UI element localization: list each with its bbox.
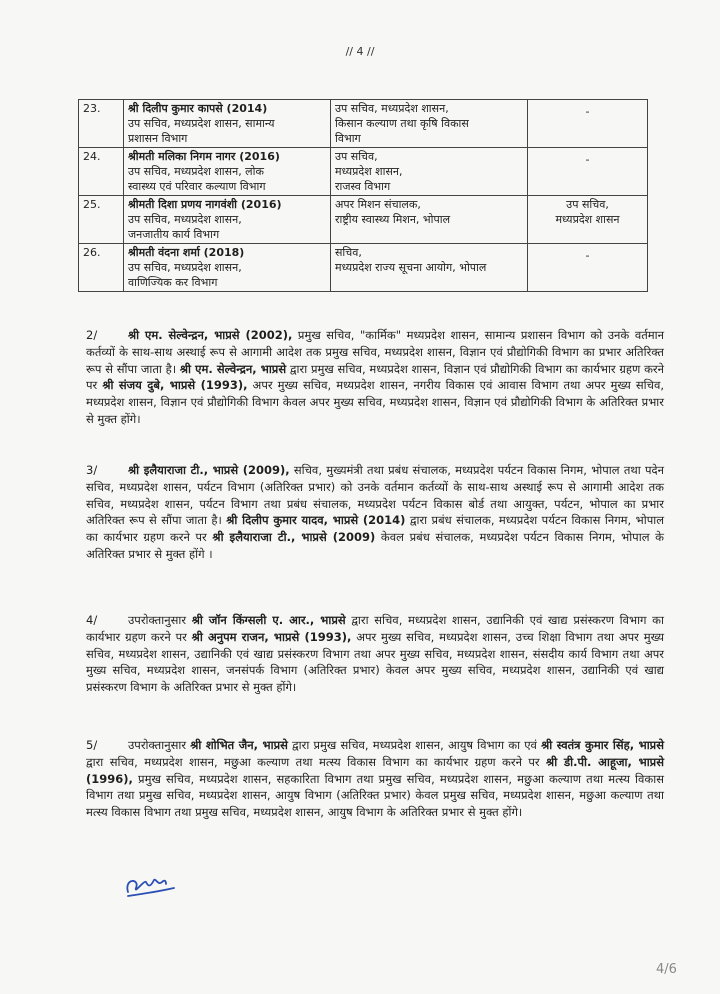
signature-mark [122, 868, 182, 900]
current-post-line: प्रशासन विभाग [128, 132, 188, 145]
officer-cell [124, 244, 331, 292]
new-post-cell [331, 100, 528, 148]
new-post-line: मध्यप्रदेश राज्य सूचना आयोग, भोपाल [335, 261, 487, 274]
page-header: // 4 // [345, 45, 375, 58]
additional-charge-cell: - [528, 100, 648, 148]
new-post-cell [331, 148, 528, 196]
additional-charge-cell: - [528, 244, 648, 292]
officer-name: श्रीमती वंदना शर्मा (2018) [128, 246, 245, 259]
officer-name: श्री दिलीप कुमार कापसे (2014) [128, 102, 268, 115]
new-post-line: किसान कल्याण तथा कृषि विकास [335, 117, 469, 130]
current-post-line: स्वास्थ्य एवं परिवार कल्याण विभाग [128, 180, 266, 193]
table-row [79, 244, 648, 292]
new-post-line: विभाग [335, 132, 361, 145]
new-post-cell [331, 196, 528, 244]
paragraph-text: द्वारा सचिव, मध्यप्रदेश शासन, मछुआ कल्याण तथा मत्स्य विकास विभाग का कार्यभार ग्रहण करने पर [86, 754, 547, 769]
officer-cell [124, 196, 331, 244]
officer-cell [124, 100, 331, 148]
table-row [79, 148, 648, 196]
paragraph-number: 5/ [86, 738, 98, 752]
bold-text: श्री इलैयाराजा टी., भाप्रसे (2009), [128, 463, 290, 477]
new-post-line: राजस्व विभाग [335, 180, 391, 193]
table-row [79, 100, 648, 148]
paragraph-text: द्वारा प्रमुख सचिव, मध्यप्रदेश शासन, विज्ञान एवं प्रौद्योगिकी विभाग का कार्यभार ग्रहण करने पर [86, 361, 665, 393]
paragraph-text: प्रमुख सचिव, मध्यप्रदेश शासन, सहकारिता विभाग तथा प्रमुख सचिव, मध्यप्रदेश शासन, मछुआ कल्याण तथा मत्स्य विकास विभाग तथा प्रमुख सचिव, मध्यप्रदेश शासन, आयुष विभाग (अतिरिक्त प्रभार) केवल प्रमुख सचिव, मध्यप्रदेश शासन, मछुआ कल्याण तथा मत्स्य विकास विभाग तथा प्रमुख सचिव, मध्यप्रदेश शासन, आयुष विभाग के अतिरिक्त प्रभार से मुक्त होंगे। [86, 771, 664, 820]
bold-text: श्री अनुपम राजन, भाप्रसे (1993), [191, 629, 352, 644]
paragraph-text: अपर मुख्य सचिव, मध्यप्रदेश शासन, नगरीय विकास एवं आवास विभाग तथा अपर मुख्य सचिव, मध्यप्रदेश शासन, विज्ञान एवं प्रौद्योगिकी विभाग केवल अपर मुख्य सचिव, मध्यप्रदेश शासन, विज्ञान एवं प्रौद्योगिकी विभाग के अतिरिक्त प्रभार से मुक्त होंगे। [86, 378, 664, 426]
new-post-line: उप सचिव, [335, 150, 378, 163]
paragraph-text: द्वारा सचिव, मध्यप्रदेश शासन, उद्यानिकी एवं खाद्य प्रसंस्करण विभाग का कार्यभार ग्रहण करने पर [86, 613, 664, 644]
additional-charge-cell: उप सचिव, मध्यप्रदेश शासन [528, 196, 648, 244]
posting-table [78, 99, 648, 292]
bold-text: श्री एम. सेल्वेन्द्रन, भाप्रसे (2002), [128, 328, 293, 342]
bold-text: श्री दिलीप कुमार यादव, भाप्रसे (2014) [226, 513, 406, 528]
current-post-line: उप सचिव, मध्यप्रदेश शासन, सामान्य [128, 117, 275, 130]
paragraph-4 [86, 612, 664, 696]
table-row [79, 196, 648, 244]
row-number: 25. [79, 196, 124, 244]
current-post-line: जनजातीय कार्य विभाग [128, 228, 220, 241]
officer-name: श्रीमती दिशा प्रणय नागवंशी (2016) [128, 198, 282, 211]
paragraph-number: 4/ [86, 613, 98, 627]
bold-text: श्री एम. सेल्वेन्द्रन, भाप्रसे [179, 361, 287, 376]
current-post-line: वाणिज्यिक कर विभाग [128, 276, 218, 289]
paragraph-2 [86, 327, 664, 428]
paragraph-5 [86, 737, 664, 821]
row-number: 23. [79, 100, 124, 148]
paragraph-text: उपरोक्तानुसार [128, 613, 192, 627]
bold-text: श्री डी.पी. आहूजा, भाप्रसे (1996), [86, 754, 664, 786]
current-post-line: उप सचिव, मध्यप्रदेश शासन, [128, 213, 242, 226]
bold-text: श्री संजय दुबे, भाप्रसे (1993), [102, 378, 248, 393]
new-post-line: अपर मिशन संचालक, [335, 198, 421, 211]
paragraph-text: द्वारा प्रबंध संचालक, मध्यप्रदेश पर्यटन विकास निगम, भोपाल का कार्यभार ग्रहण करने पर [86, 513, 665, 545]
bold-text: श्री जॉन किंग्सली ए. आर., भाप्रसे [191, 613, 346, 627]
new-post-line: मध्यप्रदेश शासन, [335, 165, 403, 178]
paragraph-text: केवल प्रबंध संचालक, मध्यप्रदेश पर्यटन विकास निगम, भोपाल के अतिरिक्त प्रभार से मुक्त होंगे । [86, 530, 664, 561]
row-number: 26. [79, 244, 124, 292]
new-post-cell [331, 244, 528, 292]
paragraph-number: 2/ [86, 328, 98, 342]
new-post-line: सचिव, [335, 246, 362, 259]
current-post-line: उप सचिव, मध्यप्रदेश शासन, [128, 261, 242, 274]
bold-text: श्री इलैयाराजा टी., भाप्रसे (2009) [212, 530, 376, 545]
new-post-line: राष्ट्रीय स्वास्थ्य मिशन, भोपाल [335, 213, 451, 226]
paragraph-text: द्वारा प्रमुख सचिव, मध्यप्रदेश शासन, आयुष विभाग का एवं [287, 738, 542, 752]
row-number: 24. [79, 148, 124, 196]
paragraph-number: 3/ [86, 463, 98, 477]
paragraph-text: सचिव, मुख्यमंत्री तथा प्रबंध संचालक, मध्यप्रदेश पर्यटन विकास निगम, भोपाल तथा पदेन सचिव, मध्यप्रदेश शासन, पर्यटन विभाग (अतिरिक्त प्रभार) को उनके वर्तमान कर्तव्यों के साथ-साथ अस्थाई रूप से आगामी आदेश तक सचिव, मध्यप्रदेश शासन, पर्यटन विभाग तथा प्रबंध संचालक, मध्यप्रदेश पर्यटन विकास बोर्ड तथा आयुक्त, पर्यटन, भोपाल का प्रभार अतिरिक्त रूप से सौंपा जाता है। [86, 463, 664, 528]
paragraph-text: प्रमुख सचिव, "कार्मिक" मध्यप्रदेश शासन, सामान्य प्रशासन विभाग को उनके वर्तमान कर्तव्यों के साथ-साथ अस्थाई रूप से आगामी आदेश तक प्रमुख सचिव, मध्यप्रदेश शासन, विज्ञान एवं प्रौद्योगिकी विभाग का प्रभार अतिरिक्त रूप से सौंपा जाता है। [86, 328, 665, 376]
bold-text: श्री शोभित जैन, भाप्रसे [190, 738, 288, 752]
paragraph-text: अपर मुख्य सचिव, मध्यप्रदेश शासन, उच्च शिक्षा विभाग तथा अपर मुख्य सचिव, मध्यप्रदेश शासन, उद्यानिकी एवं खाद्य प्रसंस्करण विभाग तथा अपर मुख्य सचिव, मध्यप्रदेश शासन, संसदीय कार्य विभाग तथा अपर मुख्य सचिव, मध्यप्रदेश शासन, जनसंपर्क विभाग (अतिरिक्त प्रभार) केवल अपर मुख्य सचिव, मध्यप्रदेश शासन, उद्यानिकी एवं खाद्य प्रसंस्करण विभाग के अतिरिक्त प्रभार से मुक्त होंगे। [86, 629, 664, 695]
current-post-line: उप सचिव, मध्यप्रदेश शासन, लोक [128, 165, 264, 178]
paragraph-3 [86, 462, 664, 563]
officer-cell [124, 148, 331, 196]
new-post-line: उप सचिव, मध्यप्रदेश शासन, [335, 102, 449, 115]
paragraph-text: उपरोक्तानुसार [128, 738, 191, 752]
officer-name: श्रीमती मलिका निगम नागर (2016) [128, 150, 280, 163]
page-count: 4/6 [656, 962, 677, 977]
additional-charge-cell: - [528, 148, 648, 196]
bold-text: श्री स्वतंत्र कुमार सिंह, भाप्रसे [541, 738, 664, 752]
